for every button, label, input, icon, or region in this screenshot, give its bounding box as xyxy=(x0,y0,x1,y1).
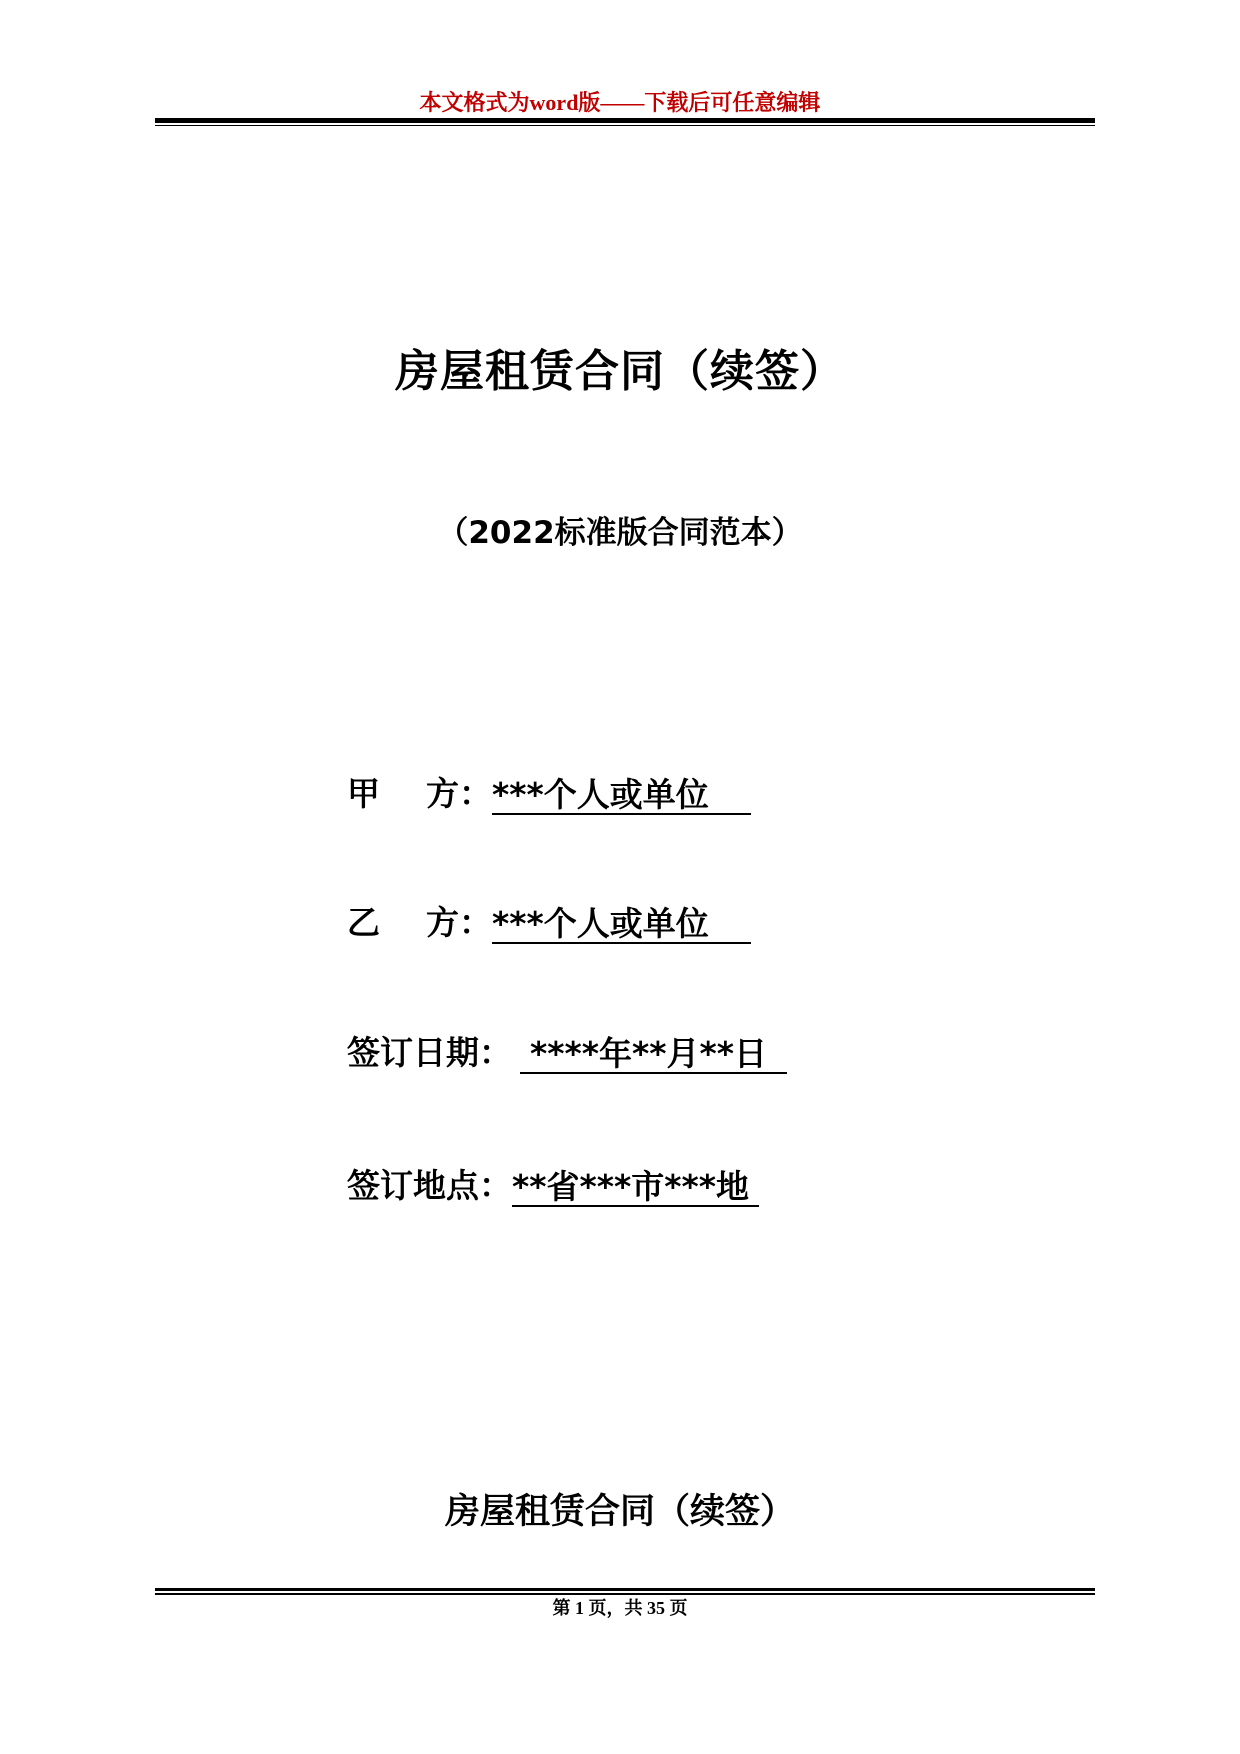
sign-date-label: 签订日期： xyxy=(347,1033,512,1072)
document-title: 房屋租赁合同（续签） xyxy=(395,346,845,397)
party-a-row xyxy=(347,768,751,815)
page-number: 第 1 页，共 35 页 xyxy=(552,1598,688,1618)
party-b-label xyxy=(347,897,492,944)
document-subtitle: （2022标准版合同范本） xyxy=(437,515,803,551)
footer-title: 房屋租赁合同（续签） xyxy=(444,1492,795,1532)
header-note: 本文格式为word版——下载后可任意编辑 xyxy=(419,90,821,115)
party-a-label-suffix: 方： xyxy=(426,774,492,813)
sign-date-value[interactable]: ****年**月**日 xyxy=(520,1036,787,1074)
sign-place-label: 签订地点： xyxy=(347,1166,512,1205)
sign-place-row xyxy=(347,1160,759,1207)
party-a-label-char: 甲 xyxy=(347,774,380,813)
party-a-label xyxy=(347,768,492,815)
party-b-value[interactable]: ***个人或单位 xyxy=(492,906,751,944)
sign-place-value[interactable]: **省***市***地 xyxy=(512,1169,759,1207)
party-a-value[interactable]: ***个人或单位 xyxy=(492,777,751,815)
party-b-row xyxy=(347,897,751,944)
sign-date-row xyxy=(347,1027,787,1074)
party-b-label-char: 乙 xyxy=(347,903,380,942)
party-b-label-suffix: 方： xyxy=(426,903,492,942)
header-divider xyxy=(155,118,1095,126)
